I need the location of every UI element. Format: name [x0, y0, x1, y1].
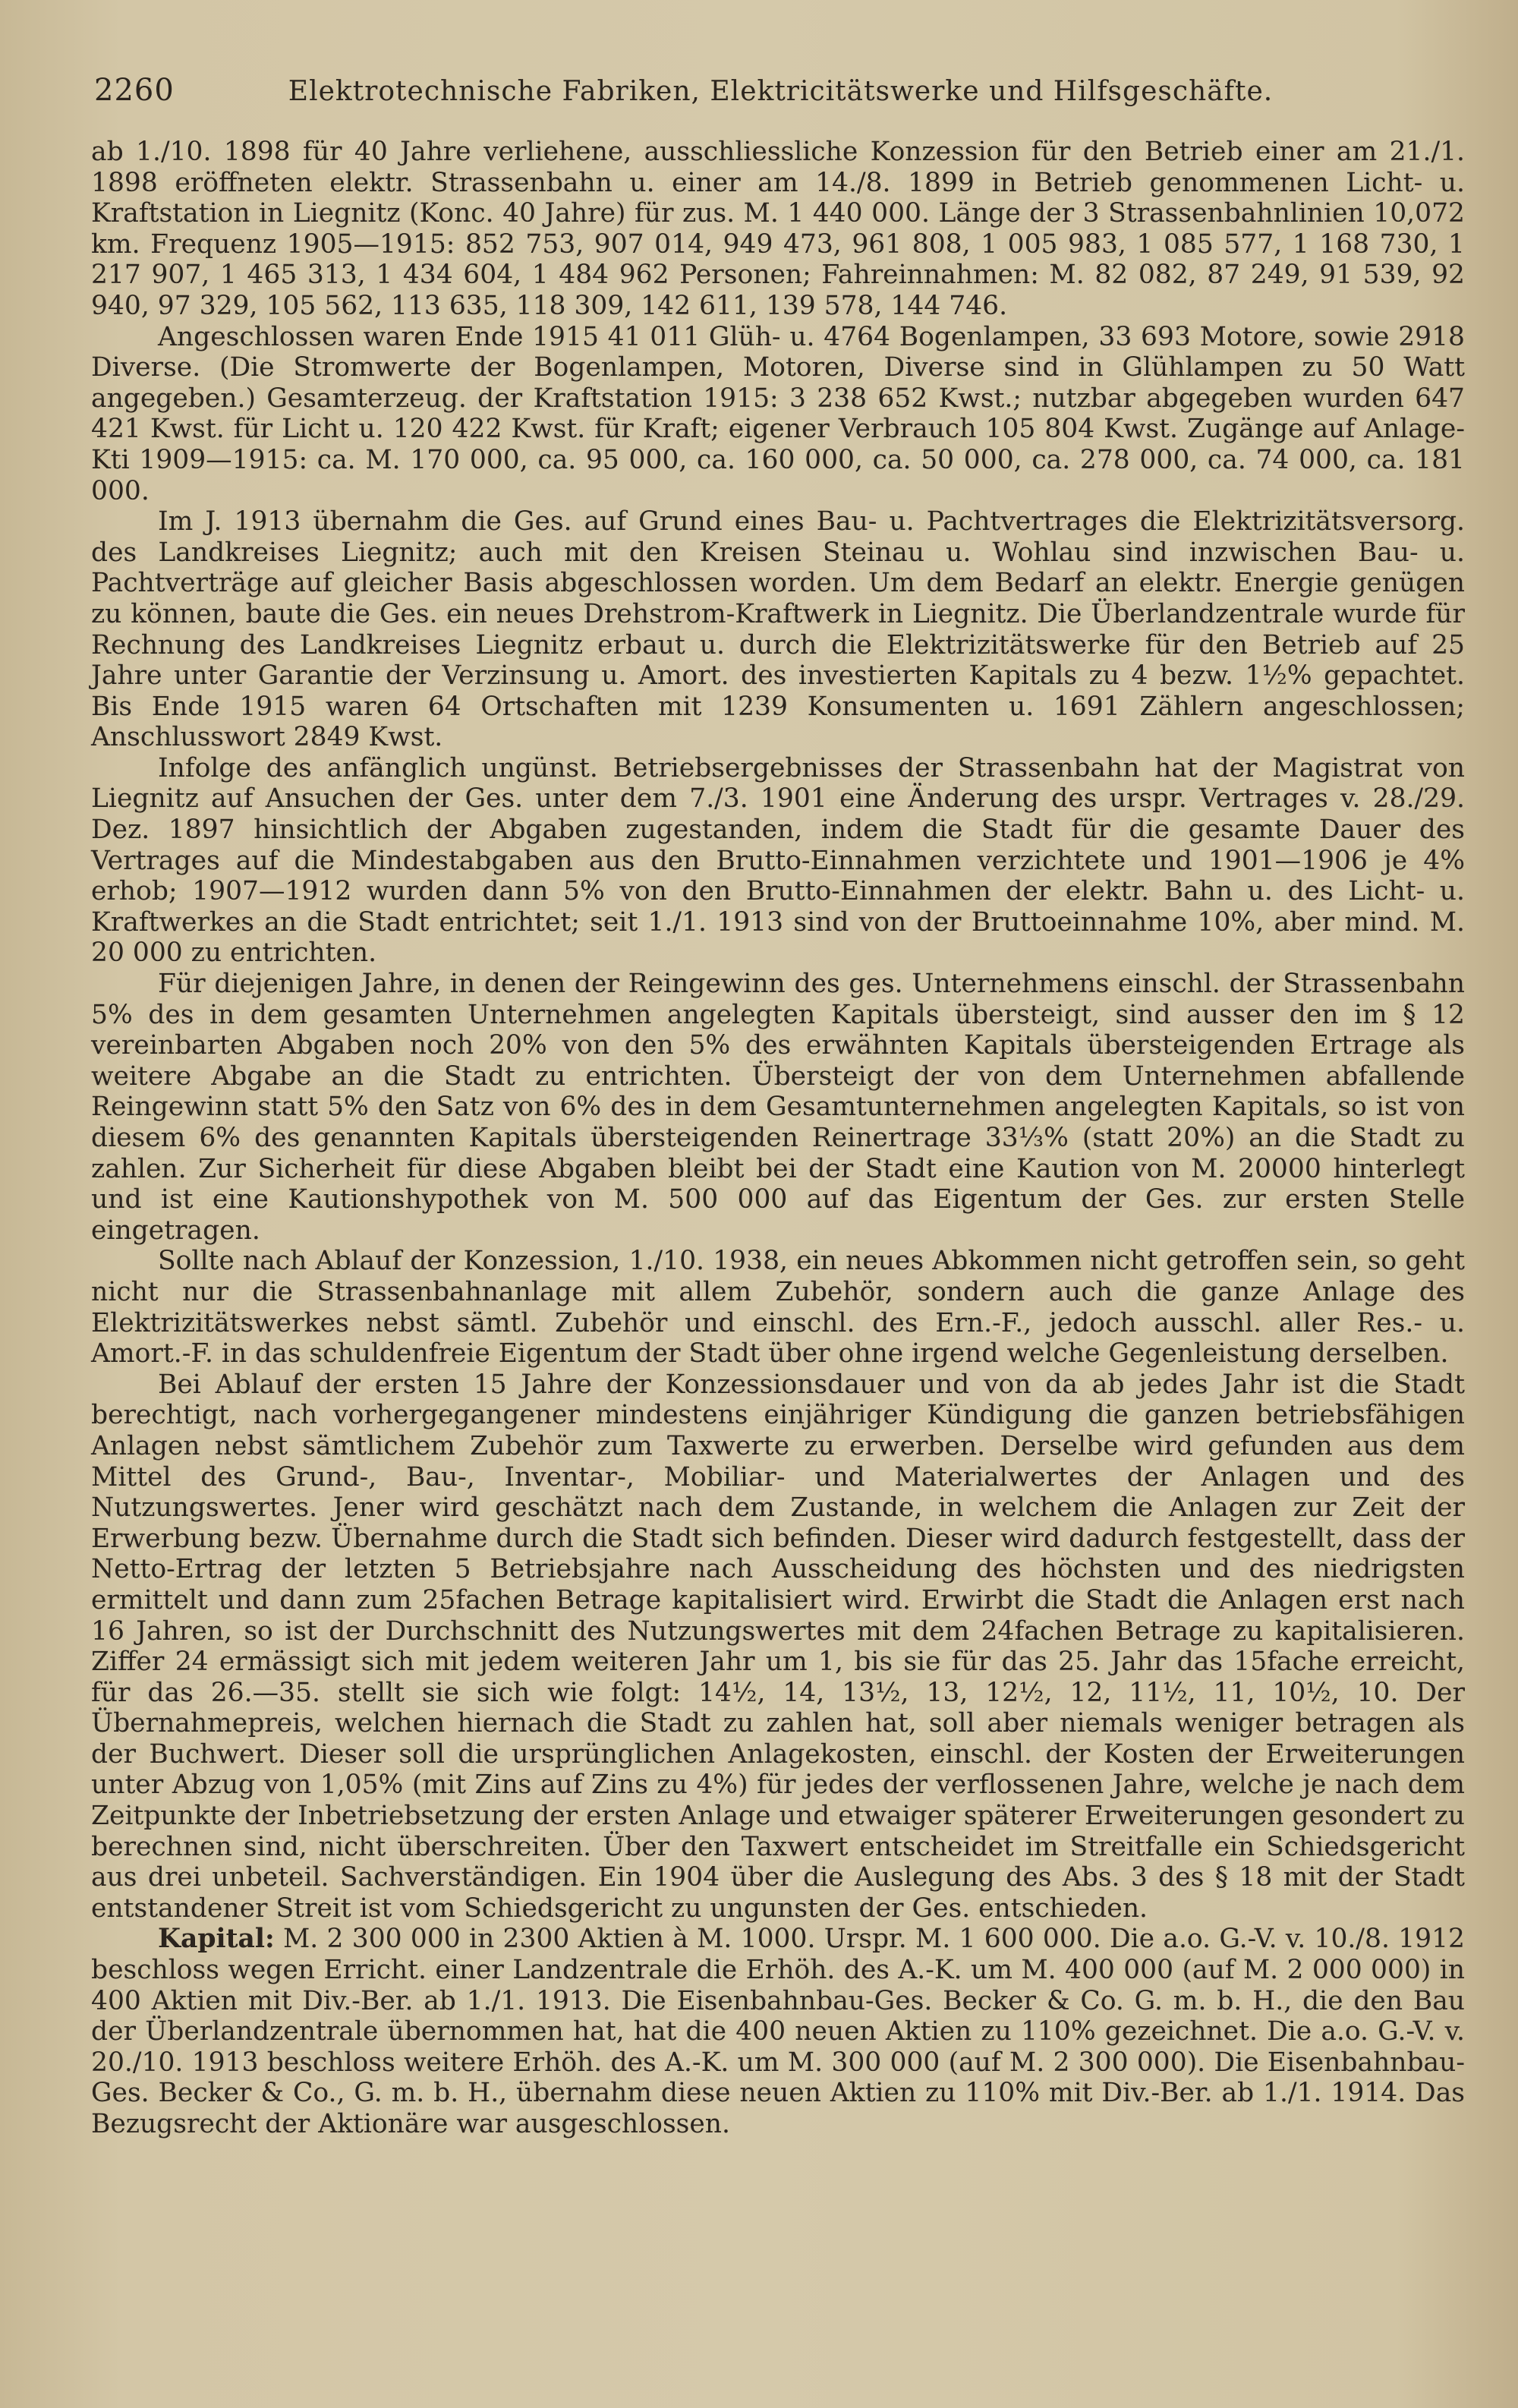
kapital-label: Kapital: — [158, 1924, 275, 1955]
paragraph: ab 1./10. 1898 für 40 Jahre verliehene, ausschliessliche Konzession für den Betrieb einer am 21./1. 1898 eröffneten elektr. Strassenbahn u. einer am 14./8. 1899 in Betrieb genommenen Licht- u. Kraftstation in Liegnitz (Konc. 40 Jahre) für zus. M. 1 440 000. Länge der 3 Strassenbahnlinien 10,072 km. Frequenz 1905—1915: 852 753, 907 014, 949 473, 961 808, 1 005 983, 1 085 577, 1 168 730, 1 217 907, 1 465 313, 1 434 604, 1 484 962 Personen; Fahreinnahmen: M. 82 082, 87 249, 91 539, 92 940, 97 329, 105 562, 113 635, 118 309, 142 611, 139 578, 144 746. — [91, 137, 1465, 321]
kapital-paragraph — [91, 1924, 1465, 2139]
paragraph: Infolge des anfänglich ungünst. Betriebsergebnisses der Strassenbahn hat der Magistrat von Liegnitz auf Ansuchen der Ges. unter dem 7./3. 1901 eine Änderung des urspr. Vertrages v. 28./29. Dez. 1897 hinsichtlich der Abgaben zugestanden, indem die Stadt für die gesamte Dauer des Vertrages auf die Mindestabgaben aus den Brutto-Einnahmen verzichtete und 1901—1906 je 4% erhob; 1907—1912 wurden dann 5% von den Brutto-Einnahmen der elektr. Bahn u. des Licht- u. Kraftwerkes an die Stadt entrichtet; seit 1./1. 1913 sind von der Bruttoeinnahme 10%, aber mind. M. 20 000 zu entrichten. — [91, 752, 1465, 969]
page-header — [91, 73, 1465, 108]
paragraph: Für diejenigen Jahre, in denen der Reingewinn des ges. Unternehmens einschl. der Strassenbahn 5% des in dem gesamten Unternehmen angelegten Kapitals übersteigt, sind ausser den im § 12 vereinbarten Abgaben noch 20% von den 5% des erwähnten Kapitals übersteigenden Ertrage als weitere Abgabe an die Stadt zu entrichten. Übersteigt der von dem Unternehmen abfallende Reingewinn statt 5% den Satz von 6% des in dem Gesamtunternehmen angelegten Kapitals, so ist von diesem 6% des genannten Kapitals übersteigenden Reinertrage 33⅓% (statt 20%) an die Stadt zu zahlen. Zur Sicherheit für diese Abgaben bleibt bei der Stadt eine Kaution von M. 20000 hinterlegt und ist eine Kautionshypothek von M. 500 000 auf das Eigentum der Ges. zur ersten Stelle eingetragen. — [91, 969, 1465, 1246]
paragraph: Im J. 1913 übernahm die Ges. auf Grund eines Bau- u. Pachtvertrages die Elektrizitätsversorg. des Landkreises Liegnitz; auch mit den Kreisen Steinau u. Wohlau sind inzwischen Bau- u. Pachtverträge auf gleicher Basis abgeschlossen worden. Um dem Bedarf an elektr. Energie genügen zu können, baute die Ges. ein neues Drehstrom-Kraftwerk in Liegnitz. Die Überlandzentrale wurde für Rechnung des Landkreises Liegnitz erbaut u. durch die Elektrizitätswerke für den Betrieb auf 25 Jahre unter Garantie der Verzinsung u. Amort. des investierten Kapitals zu 4 bezw. 1½% gepachtet. Bis Ende 1915 waren 64 Ortschaften mit 1239 Konsumenten u. 1691 Zählern angeschlossen; Anschlusswort 2849 Kwst. — [91, 506, 1465, 753]
paragraph: Bei Ablauf der ersten 15 Jahre der Konzessionsdauer und von da ab jedes Jahr ist die Stadt berechtigt, nach vorhergegangener mindestens einjähriger Kündigung die ganzen betriebsfähigen Anlagen nebst sämtlichem Zubehör zum Taxwerte zu erwerben. Derselbe wird gefunden aus dem Mittel des Grund-, Bau-, Inventar-, Mobiliar- und Materialwertes der Anlagen und des Nutzungswertes. Jener wird geschätzt nach dem Zustande, in welchem die Anlagen zur Zeit der Erwerbung bezw. Übernahme durch die Stadt sich befinden. Dieser wird dadurch festgestellt, dass der Netto-Ertrag der letzten 5 Betriebsjahre nach Ausscheidung des höchsten und des niedrigsten ermittelt und dann zum 25fachen Betrage kapitalisiert wird. Erwirbt die Stadt die Anlagen erst nach 16 Jahren, so ist der Durchschnitt des Nutzungswertes mit dem 24fachen Betrage zu kapitalisieren. Ziffer 24 ermässigt sich mit jedem weiteren Jahr um 1, bis sie für das 25. Jahr das 15fache erreicht, für das 26.—35. stellt sie sich wie folgt: 14½, 14, 13½, 13, 12½, 12, 11½, 11, 10½, 10. Der Übernahmepreis, welchen hiernach die Stadt zu zahlen hat, soll aber niemals weniger betragen als der Buchwert. Dieser soll die ursprünglichen Anlagekosten, einschl. der Kosten der Erweiterungen unter Abzug von 1,05% (mit Zins auf Zins zu 4%) für jedes der verflossenen Jahre, welche je nach dem Zeitpunkte der Inbetriebsetzung der ersten Anlage und etwaiger späterer Erweiterungen gesondert zu berechnen sind, nicht überschreiten. Über den Taxwert entscheidet im Streitfalle ein Schiedsgericht aus drei unbeteil. Sachverständigen. Ein 1904 über die Auslegung des Abs. 3 des § 18 mit der Stadt entstandener Streit ist vom Schiedsgericht zu ungunsten der Ges. entschieden. — [91, 1369, 1465, 1924]
kapital-text: M. 2 300 000 in 2300 Aktien à M. 1000. Urspr. M. 1 600 000. Die a.o. G.-V. v. 10./8. 1912 beschloss wegen Erricht. einer Landzentrale die Erhöh. des A.-K. um M. 400 000 (auf M. 2 000 000) in 400 Aktien mit Div.-Ber. ab 1./1. 1913. Die Eisenbahnbau-Ges. Becker & Co. G. m. b. H., die den Bau der Überlandzentrale übernommen hat, hat die 400 neuen Aktien zu 110% gezeichnet. Die a.o. G.-V. v. 20./10. 1913 beschloss weitere Erhöh. des A.-K. um M. 300 000 (auf M. 2 300 000). Die Eisenbahnbau-Ges. Becker & Co., G. m. b. H., übernahm diese neuen Aktien zu 110% mit Div.-Ber. ab 1./1. 1914. Das Bezugsrecht der Aktionäre war ausgeschlossen. — [91, 1924, 1465, 2139]
page-number: 2260 — [94, 73, 175, 108]
article-body — [91, 137, 1465, 2140]
paragraph: Angeschlossen waren Ende 1915 41 011 Glüh- u. 4764 Bogenlampen, 33 693 Motore, sowie 2918 Diverse. (Die Stromwerte der Bogenlampen, Motoren, Diverse sind in Glühlampen zu 50 Watt angegeben.) Gesamterzeug. der Kraftstation 1915: 3 238 652 Kwst.; nutzbar abgegeben wurden 647 421 Kwst. für Licht u. 120 422 Kwst. für Kraft; eigener Verbrauch 105 804 Kwst. Zugänge auf Anlage-Kti 1909—1915: ca. M. 170 000, ca. 95 000, ca. 160 000, ca. 50 000, ca. 278 000, ca. 74 000, ca. 181 000. — [91, 321, 1465, 506]
paragraph: Sollte nach Ablauf der Konzession, 1./10. 1938, ein neues Abkommen nicht getroffen sein, so geht nicht nur die Strassenbahnanlage mit allem Zubehör, sondern auch die ganze Anlage des Elektrizitätswerkes nebst sämtl. Zubehör und einschl. des Ern.-F., jedoch ausschl. aller Res.- u. Amort.-F. in das schuldenfreie Eigentum der Stadt über ohne irgend welche Gegenleistung derselben. — [91, 1246, 1465, 1369]
running-title: Elektrotechnische Fabriken, Elektricitätswerke und Hilfsgeschäfte. — [288, 76, 1274, 107]
